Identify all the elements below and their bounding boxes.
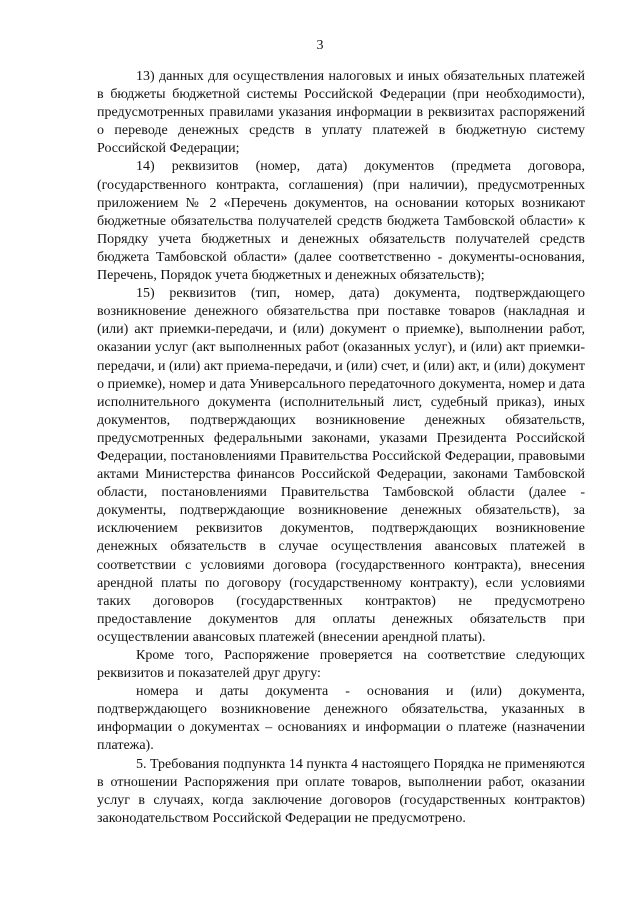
paragraph-item-14: 14) реквизитов (номер, дата) документов (предмета договора, (государственного контракта, соглашения) (при наличии), предусмотренных приложением № 2 «Перечень документов, на основании которых возникают бюджетные обязательства получателей средств бюджета Тамбовской области» к Порядку учета бюджетных и денежных обязательств получателей средств бюджета Тамбовской области» (далее соответственно - документы-основания, Перечень, Порядок учета бюджетных и денежных обязательств); xyxy=(97,159,585,284)
paragraph-item-13: 13) данных для осуществления налоговых и иных обязательных платежей в бюджеты бюджетной системы Российской Федерации (при необходимости), предусмотренных правилами указания информации в реквизитах распоряжений о переводе денежных средств в уплату платежей в бюджетную систему Российской Федерации; xyxy=(97,69,585,157)
paragraph-item-15: 15) реквизитов (тип, номер, дата) документа, подтверждающего возникновение денежного обязательства при поставке товаров (накладная и (или) акт приемки-передачи, и (или) документ о приемке), выполнении работ, оказании услуг (акт выполненных работ (оказанных услуг), и (или) акт приемки-передачи, и (или) акт приема-передачи, и (или) счет, и (или) акт, и (или) документ о приемке), номер и дата Универсального передаточного документа, номер и дата исполнительного документа (исполнительный лист, судебный приказ), иных документов, подтверждающих возникновение денежных обязательств, предусмотренных федеральными законами, указами Президента Российской Федерации, постановлениями Правительства Российской Федерации, правовыми актами Министерства финансов Российской Федерации, законами Тамбовской области, постановлениями Правительства Тамбовской области (далее - документы, подтверждающие возникновение денежных обязательств), за исключением реквизитов документов, подтверждающих возникновение денежных обязательств в случае осуществления авансовых платежей в соответствии с условиями договора (государственного контракта), внесения арендной платы по договору (государственному контракту), если условиями таких договоров (государственных контрактов) не предусмотрено предоставление документов для оплаты денежных обязательств при осуществлении авансовых платежей (внесении арендной платы). xyxy=(97,286,585,645)
page-number: 3 xyxy=(316,38,324,53)
paragraph-clause-5: 5. Требования подпункта 14 пункта 4 настоящего Порядка не применяются в отношении Распоряжения при оплате товаров, выполнении работ, оказании услуг в случаях, когда заключение договоров (государственных контрактов) законодательством Российской Федерации не предусмотрено. xyxy=(97,756,585,826)
paragraph-number-date-check: номера и даты документа - основания и (или) документа, подтверждающего возникновение денежного обязательства, указанных в информации о документах – основаниях и информации о платеже (назначении платежа). xyxy=(97,684,585,754)
paragraph-additional-check: Кроме того, Распоряжение проверяется на соответствие следующих реквизитов и показателей друг другу: xyxy=(97,648,585,682)
document-body xyxy=(97,68,585,828)
